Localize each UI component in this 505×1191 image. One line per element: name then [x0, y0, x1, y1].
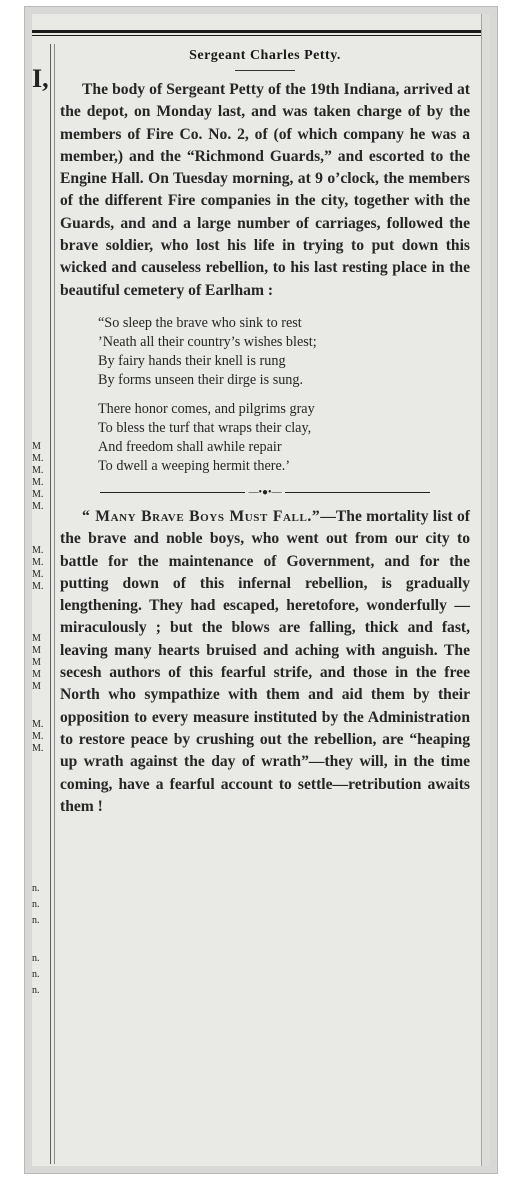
column-fragment: M.: [32, 477, 44, 488]
article-headline: Sergeant Charles Petty.: [189, 48, 341, 63]
poem-line: To dwell a weeping hermit there.’: [98, 457, 291, 474]
column-fragment: M.: [32, 719, 44, 730]
column-fragment: M: [32, 633, 41, 644]
poem-line: To bless the turf that wraps their clay,: [98, 419, 312, 436]
article-body-text: The body of Sergeant Petty of the 19th Indiana, arrived at the depot, on Monday last, and was taken charge of by the members of Fire Co. No. 2, of (of which company he was a member,) and the “Richmond Guards,” and escorted to the Engine Hall. On Tuesday morning, at 9 o’clock, the members of the different Fire companies in the city, together with the Guards, and and a large number of carriages, followed the brave soldier, who lost his life in trying to put down this wicked and causeless rebellion, to his last resting place in the beautiful cemetery of Earlham :: [60, 81, 470, 299]
column-fragment: M.: [32, 569, 44, 580]
column-fragment: n.: [32, 969, 40, 980]
column-fragment: M: [32, 681, 41, 692]
poem-stanza: [98, 314, 470, 390]
column-fragment: M: [32, 441, 41, 452]
column-fragment: M.: [32, 545, 44, 556]
column-fragment: M: [32, 657, 41, 668]
article-paragraph: [60, 79, 470, 302]
poem-line: And freedom shall awhile repair: [98, 438, 282, 455]
poem-line: “So sleep the brave who sink to rest: [98, 314, 302, 331]
column-fragment: n.: [32, 953, 40, 964]
adjacent-column-fragments: [32, 44, 48, 1164]
column-fragment: M.: [32, 581, 44, 592]
section-divider: [100, 486, 430, 500]
divider-ornament: —•●•—: [245, 486, 285, 500]
column-fragment: n.: [32, 883, 40, 894]
column-fragment: n.: [32, 985, 40, 996]
column-fragment: M.: [32, 465, 44, 476]
column-fragment: M.: [32, 453, 44, 464]
column-rule: [54, 44, 55, 1164]
column-fragment: M.: [32, 501, 44, 512]
masthead-fragment: I,: [32, 64, 49, 93]
adjacent-column-edge: [481, 14, 490, 1166]
column-fragment: M: [32, 645, 41, 656]
article-body-text: —The mortality list of the brave and noble boys, who went out from our city to battle for the maintenance of Government, and for the putting down of this infernal rebellion, is gradually lengthening. They had escaped, heretofore, wonderfully —miraculously ; but the blows are falling, thick and fast, leaving many hearts bruised and aching with anguish. The secesh authors of this fearful strife, and those in the free North who sympathize with them and aid them by their opposition to every measure instituted by the Administration to restore peace by crushing out the rebellion, are “heaping up wrath against the day of wrath”—they will, in the time coming, have a fearful account to settle—retribution awaits them !: [60, 507, 470, 815]
column-fragment: M.: [32, 489, 44, 500]
column-fragment: M.: [32, 731, 44, 742]
column-fragment: M.: [32, 743, 44, 754]
column-fragment: n.: [32, 915, 40, 926]
headline-rule: [235, 70, 295, 71]
poem-line: There honor comes, and pilgrims gray: [98, 400, 315, 417]
column-rule: [50, 44, 51, 1164]
article-paragraph: [60, 506, 470, 818]
poem: [98, 314, 470, 476]
poem-line: By forms unseen their dirge is sung.: [98, 371, 304, 388]
column-fragment: M: [32, 669, 41, 680]
poem-stanza: [98, 400, 470, 476]
column-fragment: M.: [32, 557, 44, 568]
newspaper-clipping: [32, 14, 490, 1166]
poem-line: ’Neath all their country’s wishes blest;: [98, 333, 317, 350]
poem-line: By fairy hands their knell is rung: [98, 352, 286, 369]
article-column: [60, 48, 470, 818]
article-title: “ Many Brave Boys Must Fall.”: [82, 507, 321, 525]
masthead-rule: [32, 30, 490, 36]
column-fragment: n.: [32, 899, 40, 910]
